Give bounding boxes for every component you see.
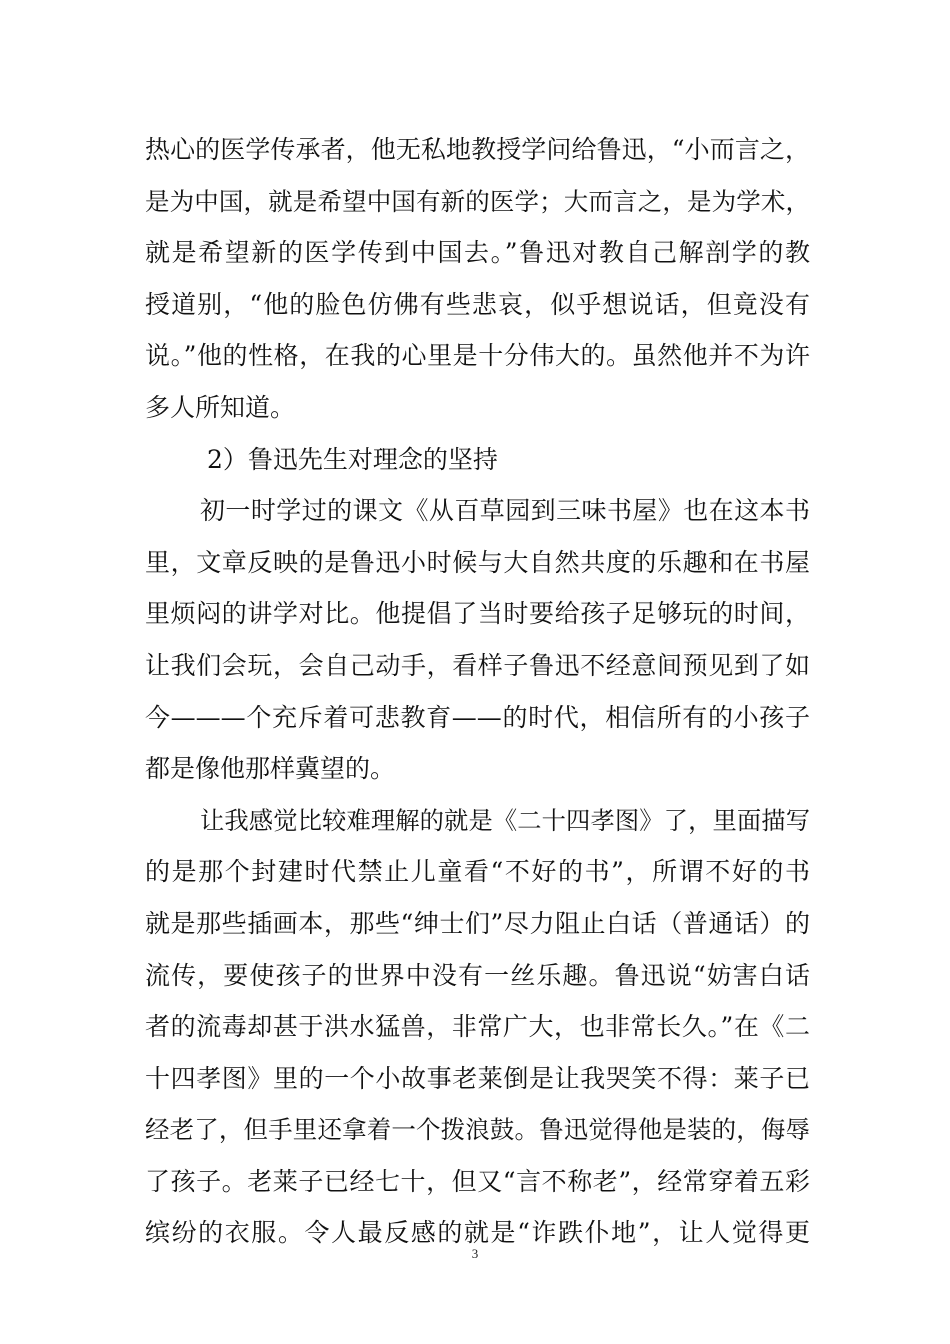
- text-line: 缤纷的衣服。令人最反感的就是“诈跌仆地”，让人觉得更: [145, 1218, 810, 1248]
- text-line: 多人所知道。: [145, 392, 296, 422]
- text-line: 的是那个封建时代禁止儿童看“不好的书”，所谓不好的书: [145, 857, 810, 887]
- text-line: 里，文章反映的是鲁迅小时候与大自然共度的乐趣和在书屋: [145, 547, 810, 577]
- text-line: 是为中国，就是希望中国有新的医学；大而言之，是为学术，: [145, 186, 810, 216]
- text-line: 说。”他的性格，在我的心里是十分伟大的。虽然他并不为许: [145, 341, 810, 371]
- text-line: 初一时学过的课文《从百草园到三味书屋》也在这本书: [200, 496, 810, 526]
- text-line: 热心的医学传承者，他无私地教授学问给鲁迅，“小而言之，: [145, 135, 810, 164]
- text-line: 都是像他那样冀望的。: [145, 754, 396, 784]
- text-line: 让我们会玩，会自己动手，看样子鲁迅不经意间预见到了如: [145, 650, 810, 680]
- text-line: 就是那些插画本，那些“绅士们”尽力阻止白话（普通话）的: [145, 908, 810, 938]
- text-line: 经老了，但手里还拿着一个拨浪鼓。鲁迅觉得他是装的，侮辱: [145, 1115, 810, 1145]
- text-line: 里烦闷的讲学对比。他提倡了当时要给孩子足够玩的时间，: [145, 599, 810, 629]
- body-text: [145, 124, 810, 1259]
- text-line: 者的流毒却甚于洪水猛兽，非常广大，也非常长久。”在《二: [145, 1012, 810, 1042]
- text-line: 让我感觉比较难理解的就是《二十四孝图》了，里面描写: [200, 805, 810, 835]
- text-line: 了孩子。老莱子已经七十，但又“言不称老”，经常穿着五彩: [145, 1166, 810, 1196]
- text-line: 十四孝图》里的一个小故事老莱倒是让我哭笑不得：莱子已: [145, 1063, 810, 1093]
- section-heading: 2）鲁迅先生对理念的坚持: [207, 444, 498, 474]
- page-number: 3: [471, 1246, 479, 1261]
- text-line: 授道别，“他的脸色仿佛有些悲哀，似乎想说话，但竟没有: [145, 289, 810, 319]
- text-line: 流传，要使孩子的世界中没有一丝乐趣。鲁迅说“妨害白话: [145, 960, 810, 990]
- text-line: 今———个充斥着可悲教育——的时代，相信所有的小孩子: [145, 702, 810, 732]
- text-line: 就是希望新的医学传到中国去。”鲁迅对教自己解剖学的教: [145, 238, 810, 268]
